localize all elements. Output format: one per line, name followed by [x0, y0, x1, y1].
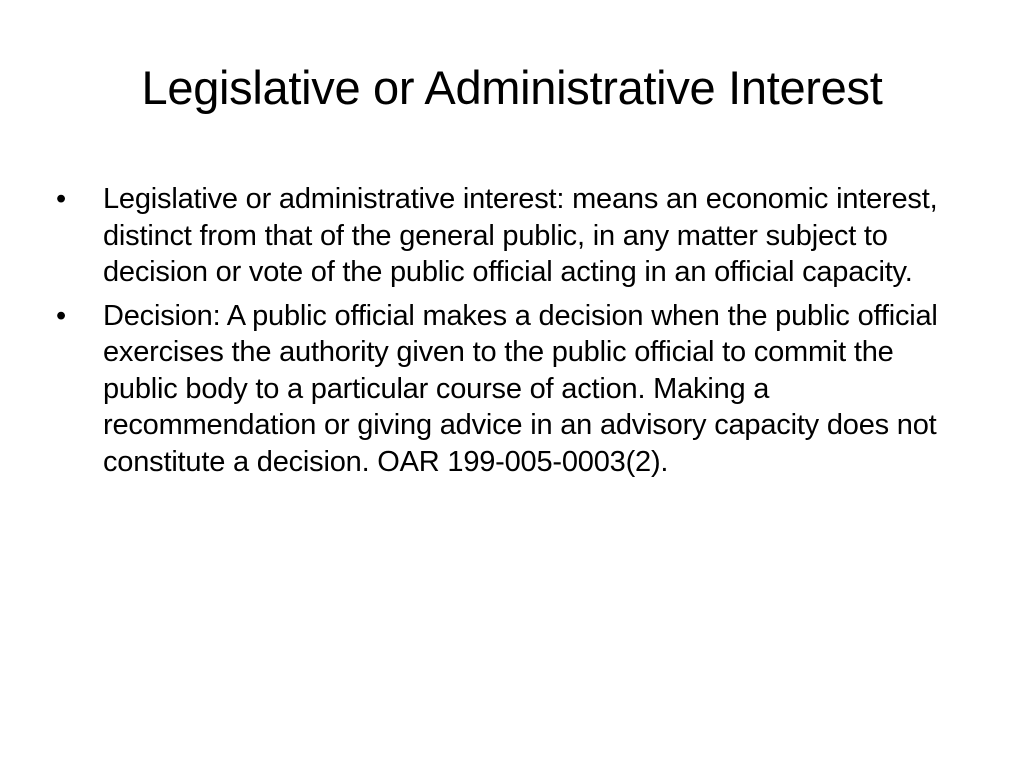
bullet-text-decision-definition: Decision: A public official makes a decision when the public official exercises the authority given to the public official to commit the public body to a particular course of action. Making a recommendation or giving advice in an advisory capacity does not constitute a decision. OAR 199-005-0003(2).	[103, 299, 938, 478]
bullet-text-interest-definition: Legislative or administrative interest: means an economic interest, distinct from that of the general public, in any matter subject to decision or vote of the public official acting in an official capacity.	[103, 183, 938, 288]
bullet-dot-icon: •	[56, 299, 66, 332]
bullet-list	[54, 181, 974, 487]
bullet-item-decision-definition	[54, 298, 974, 481]
slide-title: Legislative or Administrative Interest	[141, 61, 883, 114]
bullet-dot-icon: •	[56, 183, 66, 215]
bullet-item-interest-definition	[54, 181, 974, 291]
